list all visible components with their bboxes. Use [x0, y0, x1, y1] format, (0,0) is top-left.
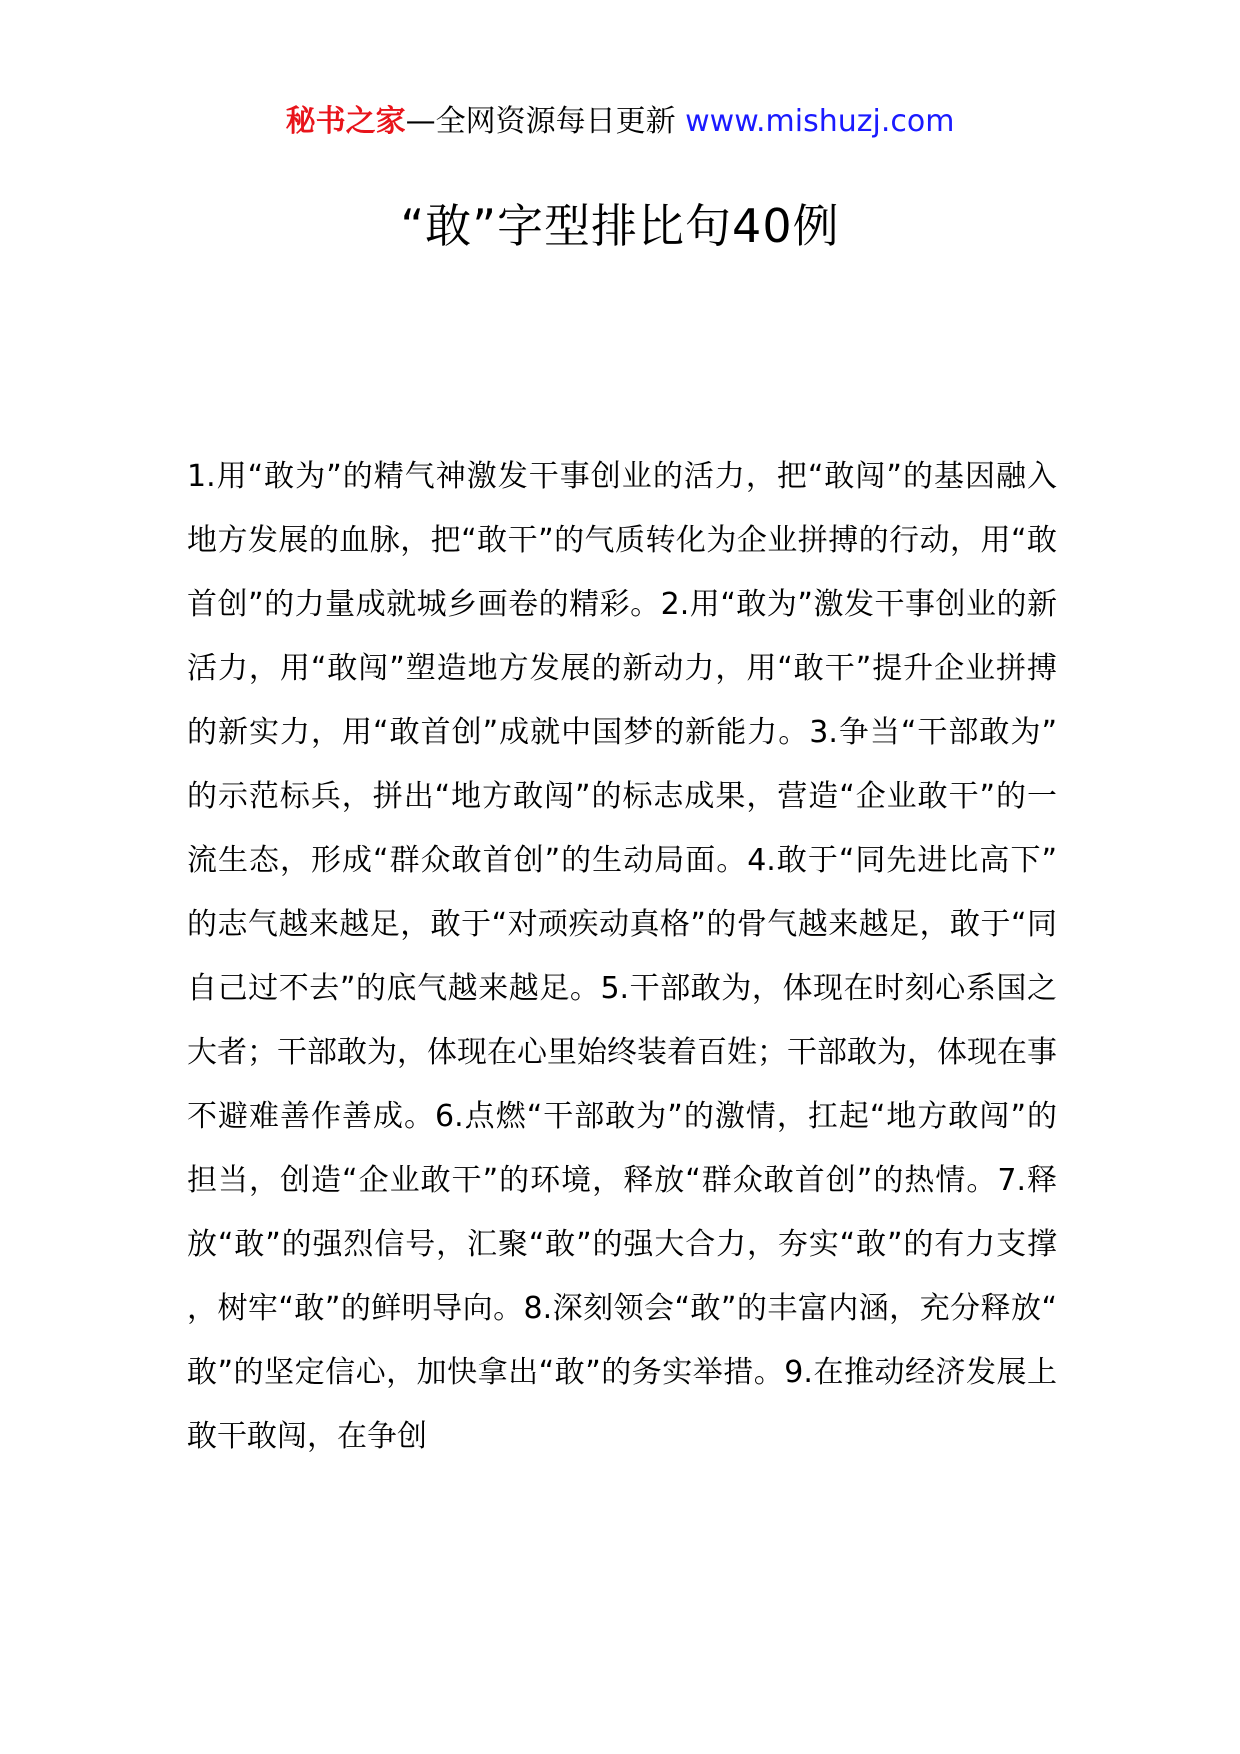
- website-link[interactable]: www.mishuzj.com: [685, 104, 955, 139]
- document-title: “敢”字型排比句40例: [400, 199, 840, 253]
- header-tagline: —全网资源每日更新: [405, 104, 686, 139]
- brand-name: 秘书之家: [285, 104, 406, 139]
- page-header: [0, 100, 1240, 144]
- document-body: 1.用“敢为”的精气神激发干事创业的活力，把“敢闯”的基因融入地方发展的血脉，把“敢干”的气质转化为企业拼搏的行动，用“敢首创”的力量成就城乡画卷的精彩。2.用“敢为”激发干事创业的新活力，用“敢闯”塑造地方发展的新动力，用“敢干”提升企业拼搏的新实力，用“敢首创”成就中国梦的新能力。3.争当“干部敢为”的示范标兵，拼出“地方敢闯”的标志成果，营造“企业敢干”的一流生态，形成“群众敢首创”的生动局面。4.敢于“同先进比高下”的志气越来越足，敢于“对顽疾动真格”的骨气越来越足，敢于“同自己过不去”的底气越来越足。5.干部敢为，体现在时刻心系国之大者；干部敢为，体现在心里始终装着百姓；干部敢为，体现在事不避难善作善成。6.点燃“干部敢为”的激情，扛起“地方敢闯”的担当，创造“企业敢干”的环境，释放“群众敢首创”的热情。7.释放“敢”的强烈信号，汇聚“敢”的强大合力，夯实“敢”的有力支撑，树牢“敢”的鲜明导向。8.深刻领会“敢”的丰富内涵，充分释放“敢”的坚定信心，加快拿出“敢”的务实举措。9.在推动经济发展上敢干敢闯，在争创: [187, 459, 1057, 1454]
